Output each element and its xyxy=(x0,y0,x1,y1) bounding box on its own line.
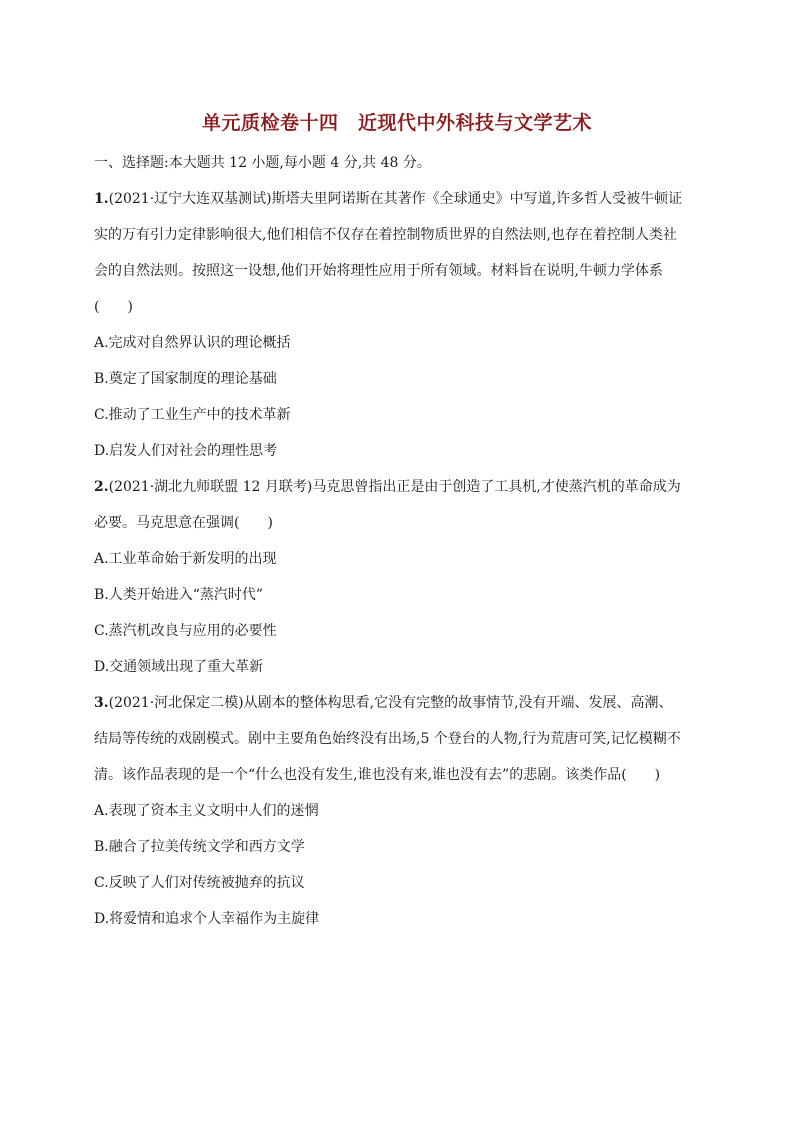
question-3-option-a: A.表现了资本主义文明中人们的迷惘 xyxy=(94,803,319,819)
question-1-option-c: C.推动了工业生产中的技术革新 xyxy=(94,407,291,423)
question-1-line-1 xyxy=(94,190,682,208)
question-2-number: 2. xyxy=(94,479,109,495)
question-3-text-1: (2021·河北保定二模)从剧本的整体构思看,它没有完整的故事情节,没有开端、发展、高潮、 xyxy=(108,695,673,711)
question-1-option-b: B.奠定了国家制度的理论基础 xyxy=(94,371,277,387)
question-3-option-b: B.融合了拉美传统文学和西方文学 xyxy=(94,839,305,855)
question-3-line-1 xyxy=(94,694,673,712)
question-1-number: 1. xyxy=(94,191,109,207)
question-3-number: 3. xyxy=(94,695,109,711)
question-3-option-c: C.反映了人们对传统被抛弃的抗议 xyxy=(94,875,305,891)
question-3-line-2: 结局等传统的戏剧模式。剧中主要角色始终没有出场,5 个登台的人物,行为荒唐可笑,记忆模糊不 xyxy=(94,731,681,747)
question-2-text-1: (2021·湖北九师联盟 12 月联考)马克思曾指出正是由于创造了工具机,才使蒸汽机的革命成为 xyxy=(108,479,681,495)
question-3-option-d: D.将爱情和追求个人幸福作为主旋律 xyxy=(94,911,320,927)
question-1-line-2: 实的万有引力定律影响很大,他们相信不仅存在着控制物质世界的自然法则,也存在着控制人类社 xyxy=(94,227,677,243)
question-1-option-d: D.启发人们对社会的理性思考 xyxy=(94,443,278,459)
question-1-option-a: A.完成对自然界认识的理论概括 xyxy=(94,335,291,351)
question-1-text-1: (2021·辽宁大连双基测试)斯塔夫里阿诺斯在其著作《全球通史》中写道,许多哲人受被牛顿证 xyxy=(108,191,683,207)
question-2-line-1 xyxy=(94,478,681,496)
question-1-line-3: 会的自然法则。按照这一设想,他们开始将理性应用于所有领域。材料旨在说明,牛顿力学体系 xyxy=(94,263,663,279)
question-2-line-2: 必要。马克思意在强调( ) xyxy=(94,515,273,531)
question-2-option-d: D.交通领域出现了重大革新 xyxy=(94,659,264,675)
section-header: 一、选择题:本大题共 12 小题,每小题 4 分,共 48 分。 xyxy=(94,155,431,171)
page-title: 单元质检卷十四 近现代中外科技与文学艺术 xyxy=(201,112,592,134)
question-3-line-3: 清。该作品表现的是一个“什么也没有发生,谁也没有来,谁也没有去”的悲剧。该类作品( ) xyxy=(94,767,661,783)
question-2-option-a: A.工业革命始于新发明的出现 xyxy=(94,551,277,567)
question-2-option-c: C.蒸汽机改良与应用的必要性 xyxy=(94,623,277,639)
question-2-option-b: B.人类开始进入“蒸汽时代” xyxy=(94,587,264,603)
question-1-answer-blank: ( ) xyxy=(94,299,133,315)
